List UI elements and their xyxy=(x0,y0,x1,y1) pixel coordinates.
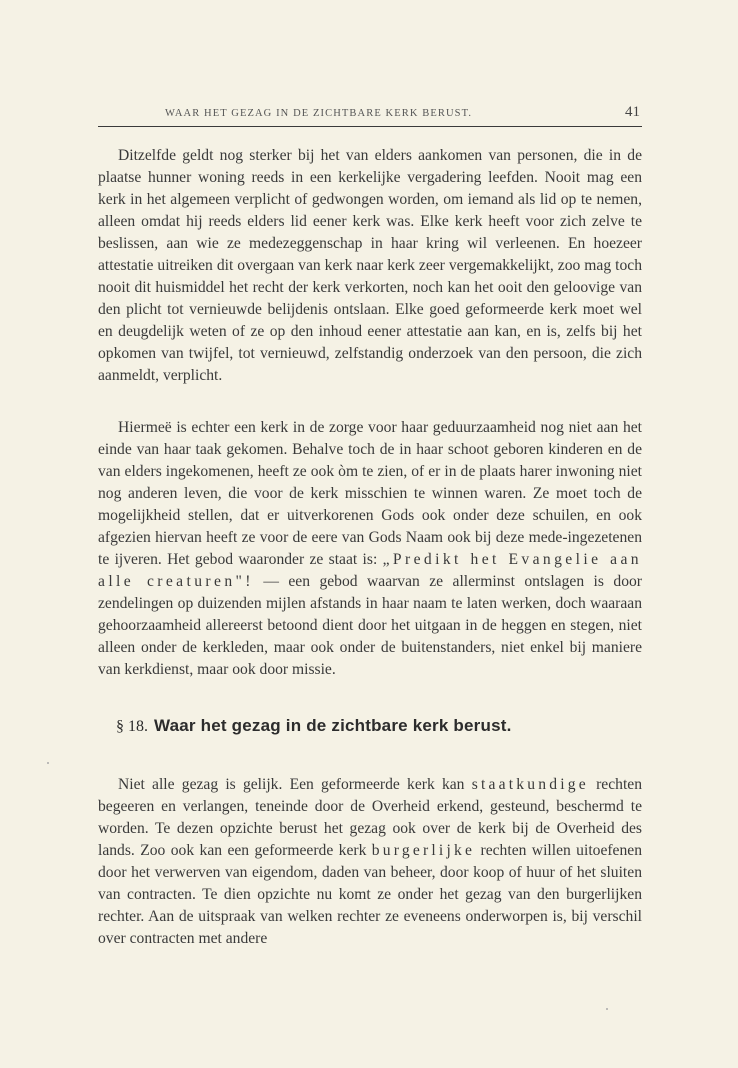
section-heading xyxy=(116,716,512,736)
page-number: 41 xyxy=(625,104,640,120)
paragraph-3-part-3: rechten willen uitoefenen door het verwerven van eigendom, daden van beheer, door koop of huur of het sluiten van contracten. Te dien opzichte nu komt ze onder het gezag van den burgerlijken rechter. Aan de uitspraak van welken rechter ze eveneens onderworpen is, bij verschil over contracten met andere xyxy=(98,842,642,947)
paragraph-2-after-quote: — een gebod waarvan ze allerminst ontslagen is door zendelingen op duizenden mijlen afstands in haar naam te laten werken, doch waaraan gehoorzaamheid allereerst betoond dient door het uitgaan in de heggen en stegen, niet alleen onder de kerkleden, maar ook onder de buitenstanders, niet enkel bij maniere van kerkdienst, maar ook door missie. xyxy=(98,573,642,678)
paper-speck xyxy=(47,762,49,764)
gospel-quote: „Predikt het Evangelie aan alle creaturen"! xyxy=(98,551,642,590)
paper-speck xyxy=(606,1008,608,1010)
paragraph-1 xyxy=(98,145,642,387)
running-title: WAAR HET GEZAG IN DE ZICHTBARE KERK BERUST. xyxy=(165,108,473,119)
paragraph-3 xyxy=(98,774,642,950)
running-header xyxy=(98,106,642,127)
paragraph-2 xyxy=(98,417,642,681)
section-title: Waar het gezag in de zichtbare kerk berust. xyxy=(154,716,512,735)
emphasis-staatkundige: staatkundige xyxy=(471,776,589,793)
paragraph-3-part-1: Niet alle gezag is gelijk. Een geformeerde kerk kan xyxy=(118,776,472,793)
section-number: § 18. xyxy=(116,718,148,735)
paragraph-3-part-2: rechten begeeren en verlangen, teneinde door de Overheid erkend, gesteund, beschermd te worden. Te dezen opzichte berust het gezag ook over de kerk bij de Overheid des lands. Zoo ook kan een geformeerde kerk xyxy=(98,776,642,859)
paragraph-1-text: Ditzelfde geldt nog sterker bij het van elders aankomen van personen, die in de plaatse hunner woning reeds in een kerkelijke vergadering leefden. Nooit mag een kerk in het algemeen verplicht of gedwongen worden, om iemand als lid op te nemen, alleen omdat hij reeds elders lid eener kerk was. Elke kerk heeft voor zich zelve te beslissen, aan wie ze medezeggenschap in haar kring wil verleenen. En hoezeer attestatie uitreiken dit overgaan van kerk naar kerk zeer vergemakkelijkt, zoo mag toch nooit dit huismiddel het recht der kerk verkorten, noch kan het ooit den geloovige van den plicht tot vernieuwde belijdenis ontslaan. Elke goed geformeerde kerk moet wel en deugdelijk weten of ze op den inhoud eener attestatie aan kan, en is, zelfs bij het opkomen van twijfel, tot vernieuwd, zelfstandig onderzoek van den persoon, die zich aanmeldt, verplicht. xyxy=(98,147,642,384)
paragraph-2-text xyxy=(98,417,642,681)
paragraph-2-before-quote: Hiermeë is echter een kerk in de zorge voor haar geduurzaamheid nog niet aan het einde van haar taak gekomen. Behalve toch de in haar schoot geboren kinderen en de van elders ingekomenen, heeft ze ook òm te zien, of er in de plaats harer inwoning niet nog anderen leven, die voor de kerk misschien te winnen waren. Ze moet toch de mogelijkheid stellen, dat er uitverkorenen Gods ook onder deze schuilen, en ook afgezien hiervan heeft ze voor de eere van Gods Naam ook bij deze mede-ingezetenen te ijveren. Het gebod waaronder ze staat is: xyxy=(98,419,642,568)
emphasis-burgerlijke: burgerlijke xyxy=(371,842,476,859)
paragraph-3-text xyxy=(98,774,642,950)
